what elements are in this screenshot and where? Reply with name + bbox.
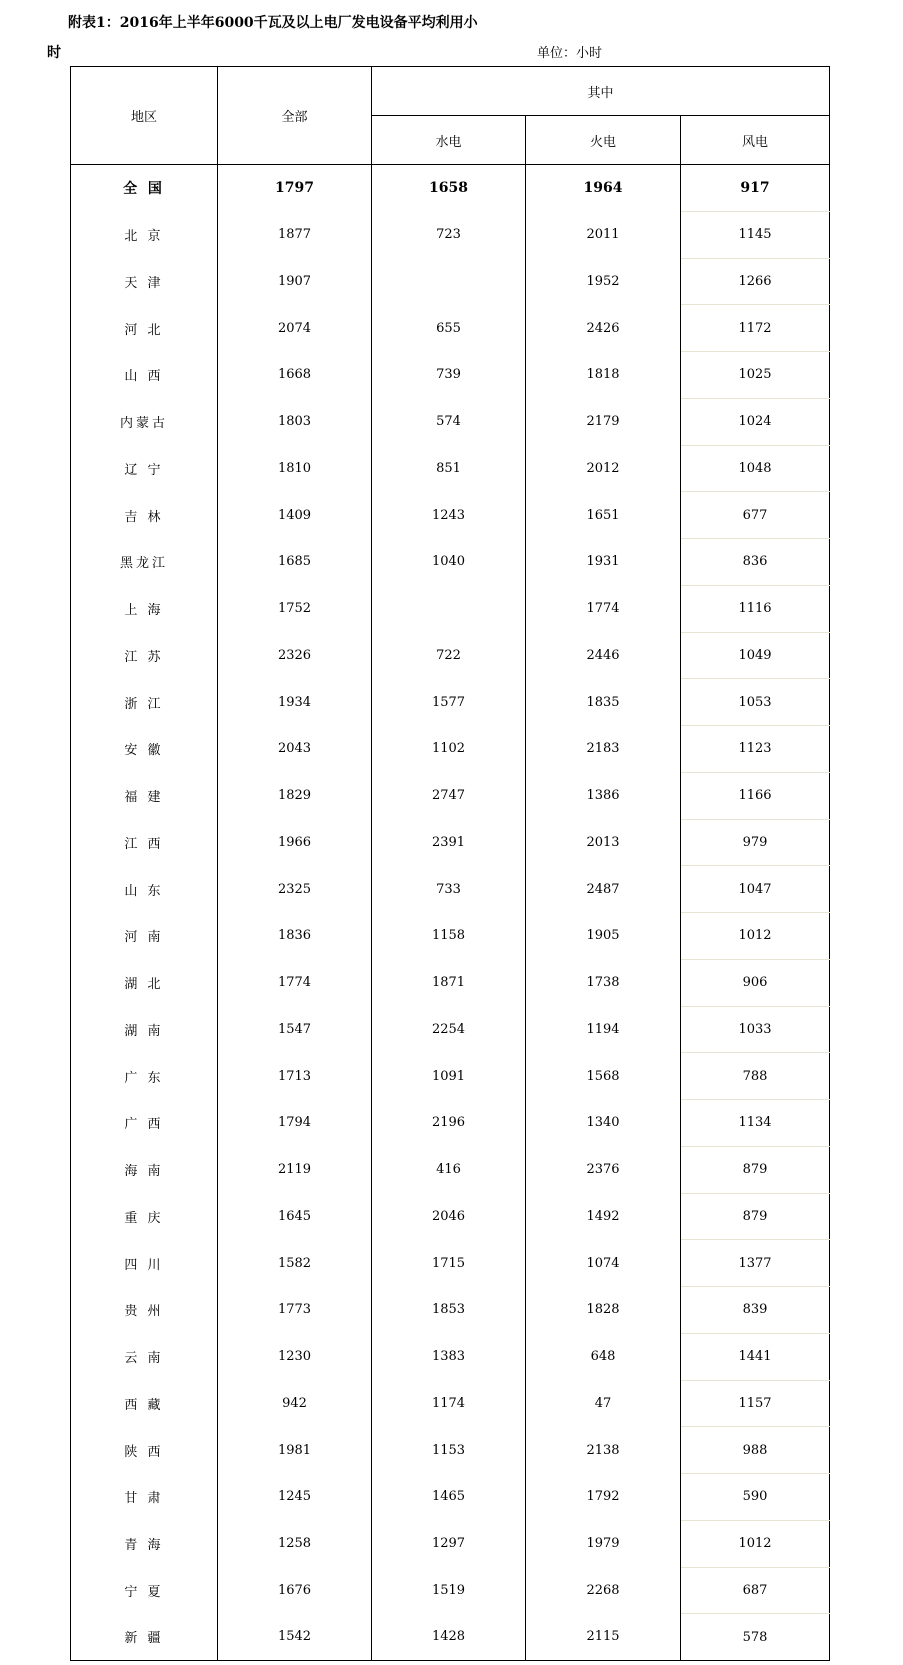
cell-thermal: 2011 — [526, 211, 681, 258]
cell-hydro: 1577 — [372, 679, 526, 726]
table-row — [71, 1193, 830, 1240]
cell-thermal: 1979 — [526, 1520, 681, 1567]
cell-region: 广 西 — [71, 1100, 218, 1147]
cell-all: 1752 — [218, 585, 372, 632]
cell-thermal: 1905 — [526, 913, 681, 960]
cell-all: 2326 — [218, 632, 372, 679]
cell-hydro: 1428 — [372, 1614, 526, 1661]
cell-all: 1685 — [218, 539, 372, 586]
cell-wind: 1012 — [681, 1520, 830, 1567]
cell-hydro: 1158 — [372, 913, 526, 960]
cell-thermal: 2268 — [526, 1567, 681, 1614]
cell-region: 河 北 — [71, 305, 218, 352]
cell-hydro: 1153 — [372, 1427, 526, 1474]
cell-thermal: 2376 — [526, 1146, 681, 1193]
cell-all: 942 — [218, 1380, 372, 1427]
table-row — [71, 913, 830, 960]
table-row — [71, 445, 830, 492]
cell-all: 1829 — [218, 772, 372, 819]
cell-hydro — [372, 258, 526, 305]
header-region: 地区 — [71, 67, 218, 165]
cell-thermal: 1828 — [526, 1287, 681, 1334]
cell-wind: 1134 — [681, 1100, 830, 1147]
cell-region: 浙 江 — [71, 679, 218, 726]
cell-region: 重 庆 — [71, 1193, 218, 1240]
table-row — [71, 866, 830, 913]
cell-thermal: 1774 — [526, 585, 681, 632]
cell-wind: 578 — [681, 1614, 830, 1661]
cell-all: 1907 — [218, 258, 372, 305]
cell-region: 贵 州 — [71, 1287, 218, 1334]
cell-hydro: 733 — [372, 866, 526, 913]
cell-all: 1797 — [218, 165, 372, 212]
cell-wind: 1123 — [681, 726, 830, 773]
table-row — [71, 632, 830, 679]
cell-thermal: 1792 — [526, 1474, 681, 1521]
header-of-which: 其中 — [372, 67, 830, 116]
utilization-hours-table — [70, 66, 830, 1661]
cell-hydro: 2254 — [372, 1006, 526, 1053]
cell-region: 全 国 — [71, 165, 218, 212]
cell-thermal: 1964 — [526, 165, 681, 212]
cell-thermal: 2138 — [526, 1427, 681, 1474]
cell-all: 1676 — [218, 1567, 372, 1614]
cell-thermal: 1835 — [526, 679, 681, 726]
cell-all: 1582 — [218, 1240, 372, 1287]
cell-all: 1668 — [218, 352, 372, 399]
cell-wind: 590 — [681, 1474, 830, 1521]
cell-wind: 836 — [681, 539, 830, 586]
cell-hydro: 722 — [372, 632, 526, 679]
table-row — [71, 726, 830, 773]
cell-wind: 1266 — [681, 258, 830, 305]
cell-all: 1966 — [218, 819, 372, 866]
cell-all: 2325 — [218, 866, 372, 913]
cell-all: 1810 — [218, 445, 372, 492]
cell-all: 1409 — [218, 492, 372, 539]
cell-hydro — [372, 585, 526, 632]
table-row — [71, 1614, 830, 1661]
cell-all: 1713 — [218, 1053, 372, 1100]
cell-wind: 1441 — [681, 1333, 830, 1380]
cell-thermal: 1386 — [526, 772, 681, 819]
cell-hydro: 2391 — [372, 819, 526, 866]
cell-wind: 1049 — [681, 632, 830, 679]
table-row — [71, 1333, 830, 1380]
cell-thermal: 2487 — [526, 866, 681, 913]
total-row — [71, 165, 830, 212]
cell-thermal: 1568 — [526, 1053, 681, 1100]
table-row — [71, 1240, 830, 1287]
cell-hydro: 2747 — [372, 772, 526, 819]
cell-hydro: 851 — [372, 445, 526, 492]
cell-region: 黑龙江 — [71, 539, 218, 586]
cell-wind: 687 — [681, 1567, 830, 1614]
cell-hydro: 723 — [372, 211, 526, 258]
cell-region: 宁 夏 — [71, 1567, 218, 1614]
cell-all: 1547 — [218, 1006, 372, 1053]
table-row — [71, 1567, 830, 1614]
cell-hydro: 574 — [372, 398, 526, 445]
cell-region: 辽 宁 — [71, 445, 218, 492]
cell-all: 1773 — [218, 1287, 372, 1334]
cell-hydro: 416 — [372, 1146, 526, 1193]
table-title-continuation: 时 — [47, 45, 61, 61]
cell-hydro: 1519 — [372, 1567, 526, 1614]
cell-region: 广 东 — [71, 1053, 218, 1100]
cell-region: 新 疆 — [71, 1614, 218, 1661]
cell-thermal: 2446 — [526, 632, 681, 679]
cell-region: 四 川 — [71, 1240, 218, 1287]
cell-wind: 1116 — [681, 585, 830, 632]
cell-wind: 879 — [681, 1193, 830, 1240]
table-row — [71, 1100, 830, 1147]
table-row — [71, 1380, 830, 1427]
table-row — [71, 258, 830, 305]
table-row — [71, 772, 830, 819]
cell-wind: 1053 — [681, 679, 830, 726]
table-title: 附表1：2016年上半年6000千瓦及以上电厂发电设备平均利用小 — [68, 15, 478, 31]
table-row — [71, 585, 830, 632]
cell-wind: 1047 — [681, 866, 830, 913]
cell-region: 天 津 — [71, 258, 218, 305]
cell-wind: 1172 — [681, 305, 830, 352]
table-row — [71, 1006, 830, 1053]
table-row — [71, 1474, 830, 1521]
cell-region: 湖 北 — [71, 959, 218, 1006]
cell-all: 1934 — [218, 679, 372, 726]
cell-wind: 1166 — [681, 772, 830, 819]
table-row — [71, 539, 830, 586]
cell-thermal: 1818 — [526, 352, 681, 399]
table-row — [71, 819, 830, 866]
cell-wind: 917 — [681, 165, 830, 212]
cell-wind: 677 — [681, 492, 830, 539]
table-row — [71, 1146, 830, 1193]
cell-region: 甘 肃 — [71, 1474, 218, 1521]
cell-hydro: 655 — [372, 305, 526, 352]
cell-hydro: 1465 — [372, 1474, 526, 1521]
cell-all: 2119 — [218, 1146, 372, 1193]
cell-hydro: 1091 — [372, 1053, 526, 1100]
cell-all: 1803 — [218, 398, 372, 445]
cell-thermal: 1194 — [526, 1006, 681, 1053]
cell-wind: 839 — [681, 1287, 830, 1334]
cell-thermal: 47 — [526, 1380, 681, 1427]
cell-thermal: 1952 — [526, 258, 681, 305]
cell-region: 海 南 — [71, 1146, 218, 1193]
cell-wind: 1012 — [681, 913, 830, 960]
cell-region: 北 京 — [71, 211, 218, 258]
cell-wind: 1048 — [681, 445, 830, 492]
cell-all: 1836 — [218, 913, 372, 960]
cell-region: 福 建 — [71, 772, 218, 819]
cell-hydro: 1871 — [372, 959, 526, 1006]
cell-thermal: 1074 — [526, 1240, 681, 1287]
cell-wind: 1024 — [681, 398, 830, 445]
cell-thermal: 2013 — [526, 819, 681, 866]
cell-hydro: 1102 — [372, 726, 526, 773]
cell-wind: 906 — [681, 959, 830, 1006]
cell-all: 1877 — [218, 211, 372, 258]
cell-region: 上 海 — [71, 585, 218, 632]
cell-wind: 788 — [681, 1053, 830, 1100]
cell-all: 1794 — [218, 1100, 372, 1147]
cell-hydro: 1040 — [372, 539, 526, 586]
unit-label: 单位：小时 — [537, 46, 603, 61]
cell-region: 安 徽 — [71, 726, 218, 773]
table-row — [71, 305, 830, 352]
cell-hydro: 1174 — [372, 1380, 526, 1427]
header-thermal: 火电 — [526, 116, 681, 165]
cell-wind: 1145 — [681, 211, 830, 258]
cell-wind: 1025 — [681, 352, 830, 399]
cell-hydro: 1658 — [372, 165, 526, 212]
table-row — [71, 1053, 830, 1100]
header-hydro: 水电 — [372, 116, 526, 165]
cell-all: 2074 — [218, 305, 372, 352]
cell-all: 1542 — [218, 1614, 372, 1661]
cell-region: 山 东 — [71, 866, 218, 913]
cell-all: 2043 — [218, 726, 372, 773]
cell-hydro: 2046 — [372, 1193, 526, 1240]
cell-region: 陕 西 — [71, 1427, 218, 1474]
cell-hydro: 1853 — [372, 1287, 526, 1334]
cell-thermal: 2183 — [526, 726, 681, 773]
cell-region: 云 南 — [71, 1333, 218, 1380]
cell-thermal: 1738 — [526, 959, 681, 1006]
cell-thermal: 1492 — [526, 1193, 681, 1240]
cell-region: 江 苏 — [71, 632, 218, 679]
cell-wind: 1377 — [681, 1240, 830, 1287]
table-row — [71, 959, 830, 1006]
cell-all: 1981 — [218, 1427, 372, 1474]
header-wind: 风电 — [681, 116, 830, 165]
cell-thermal: 2012 — [526, 445, 681, 492]
cell-all: 1245 — [218, 1474, 372, 1521]
cell-wind: 1157 — [681, 1380, 830, 1427]
cell-thermal: 1931 — [526, 539, 681, 586]
cell-thermal: 1340 — [526, 1100, 681, 1147]
cell-hydro: 739 — [372, 352, 526, 399]
cell-region: 内蒙古 — [71, 398, 218, 445]
cell-wind: 1033 — [681, 1006, 830, 1053]
table-row — [71, 398, 830, 445]
cell-hydro: 1715 — [372, 1240, 526, 1287]
cell-region: 湖 南 — [71, 1006, 218, 1053]
cell-wind: 988 — [681, 1427, 830, 1474]
cell-hydro: 2196 — [372, 1100, 526, 1147]
cell-all: 1774 — [218, 959, 372, 1006]
cell-region: 西 藏 — [71, 1380, 218, 1427]
table-row — [71, 492, 830, 539]
cell-hydro: 1383 — [372, 1333, 526, 1380]
table-row — [71, 679, 830, 726]
table-row — [71, 352, 830, 399]
cell-thermal: 648 — [526, 1333, 681, 1380]
table-row — [71, 1520, 830, 1567]
cell-thermal: 2179 — [526, 398, 681, 445]
cell-wind: 879 — [681, 1146, 830, 1193]
cell-thermal: 2115 — [526, 1614, 681, 1661]
table-row — [71, 211, 830, 258]
header-all: 全部 — [218, 67, 372, 165]
table-row — [71, 1427, 830, 1474]
table-row — [71, 1287, 830, 1334]
cell-hydro: 1243 — [372, 492, 526, 539]
cell-region: 江 西 — [71, 819, 218, 866]
cell-thermal: 2426 — [526, 305, 681, 352]
cell-wind: 979 — [681, 819, 830, 866]
cell-region: 吉 林 — [71, 492, 218, 539]
cell-all: 1258 — [218, 1520, 372, 1567]
cell-thermal: 1651 — [526, 492, 681, 539]
cell-region: 河 南 — [71, 913, 218, 960]
cell-all: 1645 — [218, 1193, 372, 1240]
cell-hydro: 1297 — [372, 1520, 526, 1567]
cell-region: 山 西 — [71, 352, 218, 399]
cell-region: 青 海 — [71, 1520, 218, 1567]
cell-all: 1230 — [218, 1333, 372, 1380]
